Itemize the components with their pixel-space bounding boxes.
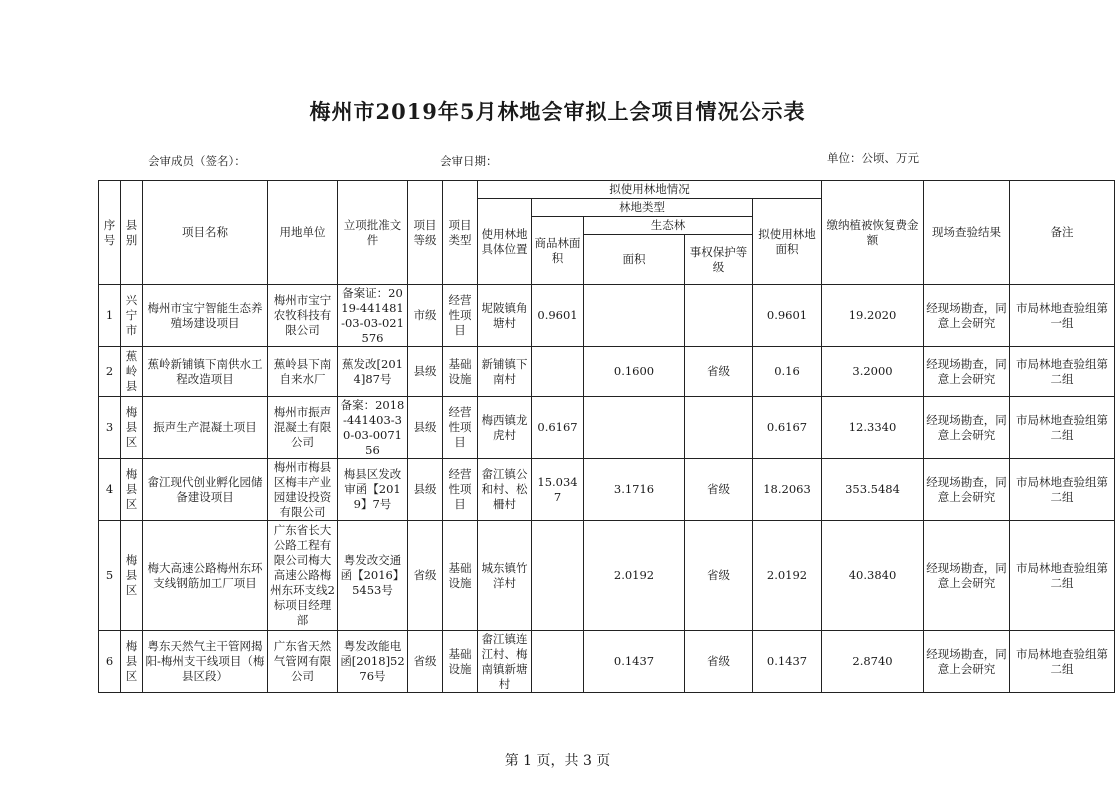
header-location: 使用林地具体位置	[478, 199, 532, 285]
cell-seq: 5	[99, 521, 121, 631]
cell-remark: 市局林地查验组第二组	[1010, 459, 1115, 521]
cell-planned-area: 0.16	[753, 347, 822, 397]
cell-land-unit: 广东省长大公路工程有限公司梅大高速公路梅州东环支线2标项目经理部	[268, 521, 338, 631]
cell-eco-area: 3.1716	[584, 459, 685, 521]
header-eco-group: 生态林	[584, 217, 753, 235]
header-project-level: 项目等级	[408, 181, 443, 285]
table-row	[99, 397, 1115, 459]
cell-planned-area: 2.0192	[753, 521, 822, 631]
cell-eco-area: 0.1600	[584, 347, 685, 397]
cell-project-type: 基础设施	[443, 347, 478, 397]
cell-seq: 2	[99, 347, 121, 397]
cell-land-unit: 梅州市宝宁农牧科技有限公司	[268, 285, 338, 347]
table-row	[99, 521, 1115, 631]
page-title: 梅州市2019年5月林地会审拟上会项目情况公示表	[309, 99, 806, 124]
header-commercial-area: 商品林面积	[532, 217, 584, 285]
cell-project-type: 经营性项目	[443, 459, 478, 521]
cell-inspection-result: 经现场勘查，同意上会研究	[924, 521, 1010, 631]
cell-restoration-fee: 2.8740	[822, 631, 924, 693]
header-seq: 序号	[99, 181, 121, 285]
header-forest-usage-group: 拟使用林地情况	[478, 181, 822, 199]
cell-location: 畲江镇公和村、松柵村	[478, 459, 532, 521]
cell-inspection-result: 经现场勘查，同意上会研究	[924, 285, 1010, 347]
cell-land-unit: 梅州市梅县区梅丰产业园建设投资有限公司	[268, 459, 338, 521]
table-row	[99, 459, 1115, 521]
cell-project-type: 基础设施	[443, 631, 478, 693]
cell-project-name: 梅大高速公路梅州东环支线钢筋加工厂项目	[143, 521, 268, 631]
cell-location: 梅西镇龙虎村	[478, 397, 532, 459]
cell-planned-area: 0.6167	[753, 397, 822, 459]
cell-project-level: 县级	[408, 347, 443, 397]
cell-location: 城东镇竹洋村	[478, 521, 532, 631]
cell-inspection-result: 经现场勘查，同意上会研究	[924, 397, 1010, 459]
cell-restoration-fee: 3.2000	[822, 347, 924, 397]
cell-seq: 3	[99, 397, 121, 459]
cell-county: 梅县区	[121, 397, 143, 459]
cell-location: 畲江镇连江村、梅南镇新塘村	[478, 631, 532, 693]
table-row	[99, 285, 1115, 347]
header-landtype-group: 林地类型	[532, 199, 753, 217]
cell-project-name: 梅州市宝宁智能生态养殖场建设项目	[143, 285, 268, 347]
cell-land-unit: 梅州市振声混凝土有限公司	[268, 397, 338, 459]
cell-inspection-result: 经现场勘查，同意上会研究	[924, 459, 1010, 521]
cell-restoration-fee: 40.3840	[822, 521, 924, 631]
cell-restoration-fee: 12.3340	[822, 397, 924, 459]
cell-project-level: 县级	[408, 397, 443, 459]
cell-approval-doc: 梅县区发改审函【2019】7号	[338, 459, 408, 521]
header-remark: 备注	[1010, 181, 1115, 285]
header-eco-protection-level: 事权保护等级	[685, 235, 753, 285]
cell-seq: 1	[99, 285, 121, 347]
cell-eco-protection-level: 省级	[685, 459, 753, 521]
page-footer: 第 1 页，共 3 页	[504, 753, 611, 769]
header-restoration-fee: 缴纳植被恢复费金额	[822, 181, 924, 285]
cell-approval-doc: 粤发改交通函【2016】5453号	[338, 521, 408, 631]
cell-eco-area	[584, 397, 685, 459]
header-approval-doc: 立项批准文件	[338, 181, 408, 285]
review-date-label: 会审日期：	[440, 154, 498, 168]
cell-restoration-fee: 353.5484	[822, 459, 924, 521]
header-eco-area: 面积	[584, 235, 685, 285]
cell-inspection-result: 经现场勘查，同意上会研究	[924, 631, 1010, 693]
cell-commercial-area	[532, 631, 584, 693]
cell-county: 梅县区	[121, 631, 143, 693]
cell-planned-area: 18.2063	[753, 459, 822, 521]
cell-eco-area: 0.1437	[584, 631, 685, 693]
cell-project-type: 经营性项目	[443, 285, 478, 347]
cell-eco-protection-level: 省级	[685, 521, 753, 631]
members-signature-label: 会审成员（签名）：	[148, 154, 246, 168]
cell-commercial-area: 15.0347	[532, 459, 584, 521]
cell-project-type: 基础设施	[443, 521, 478, 631]
header-planned-area: 拟使用林地面积	[753, 199, 822, 285]
cell-land-unit: 蕉岭县下南自来水厂	[268, 347, 338, 397]
header-project-name: 项目名称	[143, 181, 268, 285]
cell-location: 新铺镇下南村	[478, 347, 532, 397]
cell-commercial-area	[532, 347, 584, 397]
table-row	[99, 347, 1115, 397]
cell-approval-doc: 备案证：2019-441481-03-03-021576	[338, 285, 408, 347]
cell-project-level: 市级	[408, 285, 443, 347]
cell-seq: 6	[99, 631, 121, 693]
cell-eco-area	[584, 285, 685, 347]
cell-approval-doc: 粤发改能电函[2018]5276号	[338, 631, 408, 693]
header-project-type: 项目类型	[443, 181, 478, 285]
cell-inspection-result: 经现场勘查，同意上会研究	[924, 347, 1010, 397]
table-row	[99, 631, 1115, 693]
cell-restoration-fee: 19.2020	[822, 285, 924, 347]
cell-project-level: 省级	[408, 521, 443, 631]
cell-commercial-area: 0.9601	[532, 285, 584, 347]
cell-planned-area: 0.1437	[753, 631, 822, 693]
cell-approval-doc: 备案：2018-441403-30-03-007156	[338, 397, 408, 459]
cell-remark: 市局林地查验组第一组	[1010, 285, 1115, 347]
cell-project-level: 省级	[408, 631, 443, 693]
cell-remark: 市局林地查验组第二组	[1010, 631, 1115, 693]
cell-project-name: 振声生产混凝土项目	[143, 397, 268, 459]
cell-remark: 市局林地查验组第二组	[1010, 521, 1115, 631]
cell-commercial-area: 0.6167	[532, 397, 584, 459]
cell-planned-area: 0.9601	[753, 285, 822, 347]
cell-remark: 市局林地查验组第二组	[1010, 347, 1115, 397]
header-county: 县别	[121, 181, 143, 285]
cell-county: 梅县区	[121, 459, 143, 521]
cell-remark: 市局林地查验组第二组	[1010, 397, 1115, 459]
cell-county: 蕉岭县	[121, 347, 143, 397]
cell-project-name: 蕉岭新铺镇下南供水工程改造项目	[143, 347, 268, 397]
cell-land-unit: 广东省天然气管网有限公司	[268, 631, 338, 693]
header-land-unit: 用地单位	[268, 181, 338, 285]
cell-eco-area: 2.0192	[584, 521, 685, 631]
header-inspection-result: 现场查验结果	[924, 181, 1010, 285]
cell-county: 兴宁市	[121, 285, 143, 347]
project-table	[98, 180, 1115, 693]
cell-eco-protection-level	[685, 397, 753, 459]
cell-county: 梅县区	[121, 521, 143, 631]
unit-label: 单位：公顷、万元	[827, 151, 919, 165]
cell-approval-doc: 蕉发改[2014]87号	[338, 347, 408, 397]
cell-project-name: 粤东天然气主干管网揭阳-梅州支干线项目（梅县区段）	[143, 631, 268, 693]
cell-project-type: 经营性项目	[443, 397, 478, 459]
cell-eco-protection-level	[685, 285, 753, 347]
cell-commercial-area	[532, 521, 584, 631]
cell-eco-protection-level: 省级	[685, 347, 753, 397]
cell-project-name: 畲江现代创业孵化园储备建设项目	[143, 459, 268, 521]
cell-eco-protection-level: 省级	[685, 631, 753, 693]
cell-location: 坭陂镇角塘村	[478, 285, 532, 347]
cell-seq: 4	[99, 459, 121, 521]
cell-project-level: 县级	[408, 459, 443, 521]
